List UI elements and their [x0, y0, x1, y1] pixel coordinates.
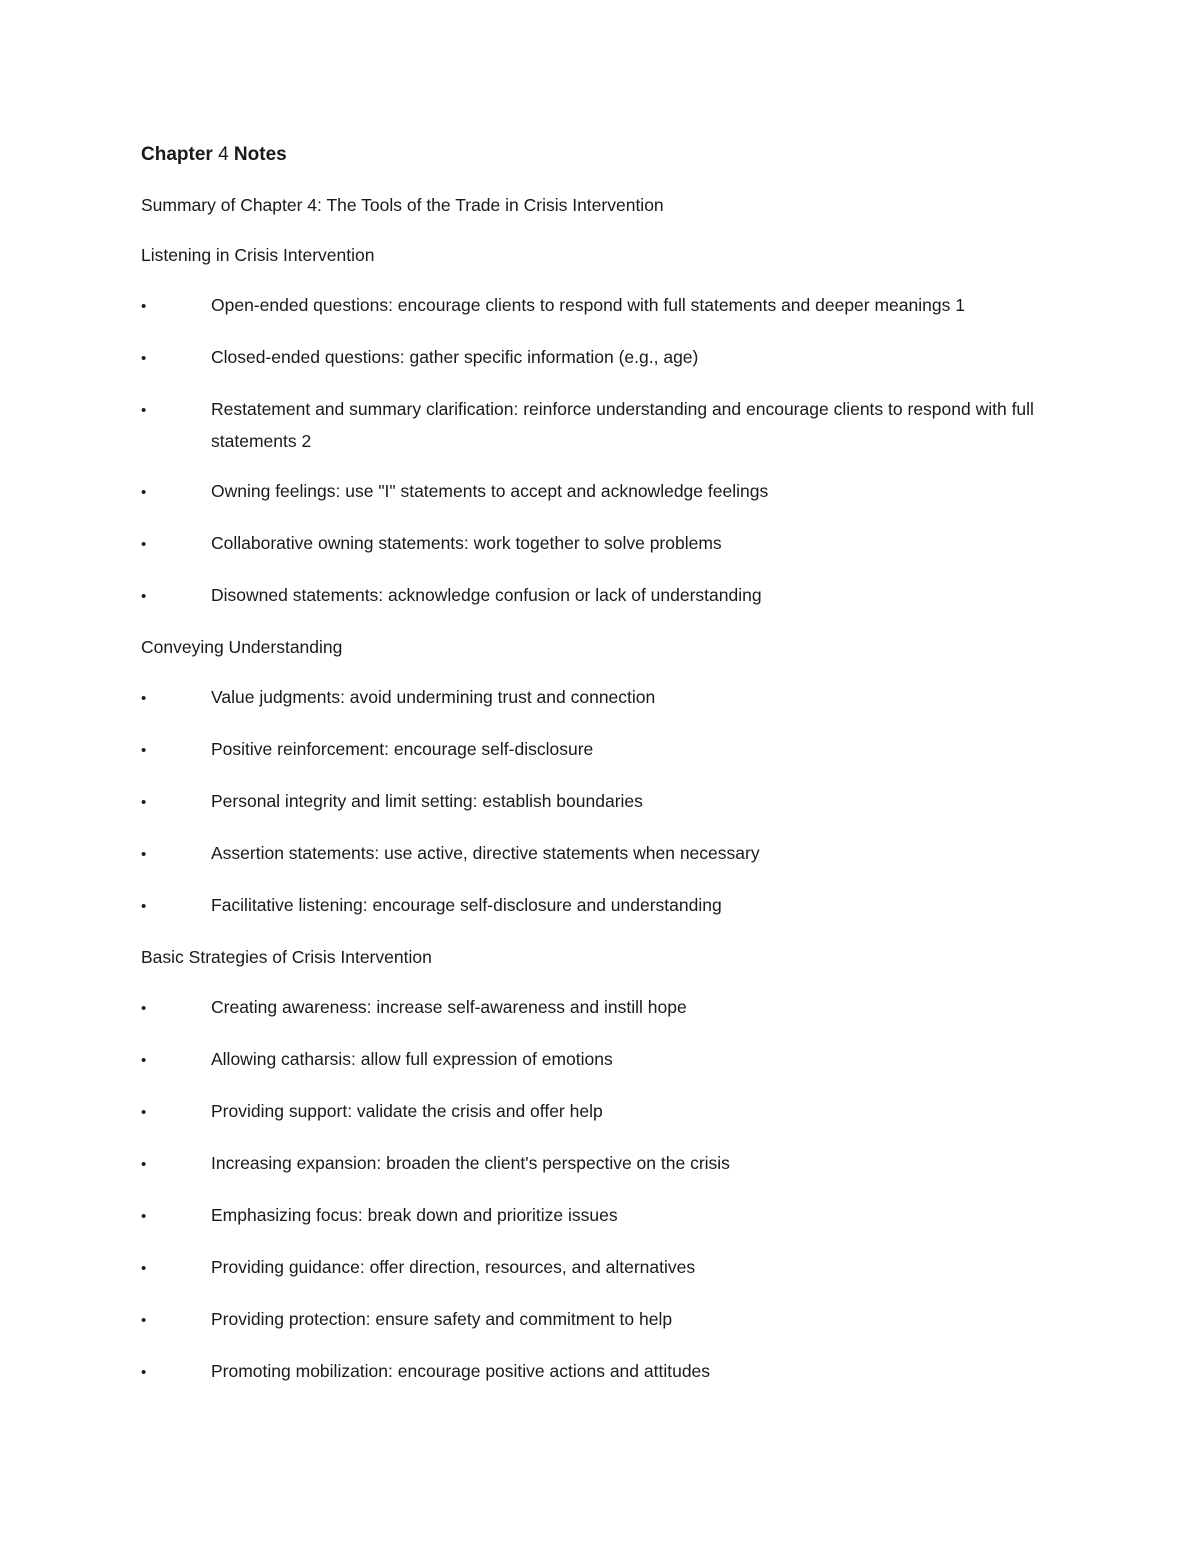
- list-item-text: Emphasizing focus: break down and prioritize issues: [211, 1205, 618, 1225]
- list-item: [141, 890, 1061, 922]
- list-item: [141, 682, 1061, 714]
- bullet-icon: •: [141, 1052, 147, 1069]
- list-item: [141, 838, 1061, 870]
- list-item-text: Assertion statements: use active, directive statements when necessary: [211, 843, 760, 863]
- document-body: [141, 140, 1061, 1388]
- list-item: [141, 528, 1061, 560]
- bullet-icon: •: [141, 1000, 147, 1017]
- bullet-icon: •: [141, 1260, 147, 1277]
- list-item-text: Promoting mobilization: encourage positive actions and attitudes: [211, 1361, 711, 1381]
- bullet-icon: •: [141, 846, 147, 863]
- list-item-text: Restatement and summary clarification: reinforce understanding and encourage clients to respond with full statements 2: [211, 399, 1034, 451]
- section-heading-conveying: Conveying Understanding: [141, 637, 343, 657]
- list-item: [141, 1252, 1061, 1284]
- section-heading-listening: Listening in Crisis Intervention: [141, 245, 375, 265]
- list-item-text: Closed-ended questions: gather specific information (e.g., age): [211, 347, 699, 367]
- list-item-text: Providing protection: ensure safety and commitment to help: [211, 1309, 673, 1329]
- list-item: [141, 342, 1061, 374]
- bullet-icon: •: [141, 588, 147, 605]
- bullet-icon: •: [141, 536, 147, 553]
- page-title: [141, 140, 1061, 170]
- bullet-icon: •: [141, 690, 147, 707]
- bullet-icon: •: [141, 1104, 147, 1121]
- bullet-icon: •: [141, 402, 147, 419]
- bullet-icon: •: [141, 298, 147, 315]
- list-item: [141, 1044, 1061, 1076]
- bullet-icon: •: [141, 742, 147, 759]
- list-item: [141, 992, 1061, 1024]
- list-item: [141, 580, 1061, 612]
- list-item-text: Increasing expansion: broaden the client's perspective on the crisis: [211, 1153, 730, 1173]
- title-chapter-number: 4: [218, 144, 229, 165]
- list-item: [141, 786, 1061, 818]
- list-item: [141, 1304, 1061, 1336]
- list-item-text: Collaborative owning statements: work together to solve problems: [211, 533, 722, 553]
- list-item: [141, 1356, 1061, 1388]
- list-item-text: Disowned statements: acknowledge confusion or lack of understanding: [211, 585, 762, 605]
- list-item-text: Providing support: validate the crisis and offer help: [211, 1101, 603, 1121]
- bullet-icon: •: [141, 1208, 147, 1225]
- list-item-text: Creating awareness: increase self-awareness and instill hope: [211, 997, 687, 1017]
- list-item-text: Owning feelings: use "I" statements to accept and acknowledge feelings: [211, 481, 769, 501]
- list-item-text: Personal integrity and limit setting: establish boundaries: [211, 791, 643, 811]
- bullet-icon: •: [141, 898, 147, 915]
- list-item: [141, 290, 1061, 322]
- list-item: [141, 476, 1061, 508]
- title-text-part1: Chapter: [141, 144, 219, 165]
- bullet-icon: •: [141, 1312, 147, 1329]
- list-item: [141, 1200, 1061, 1232]
- summary-line: Summary of Chapter 4: The Tools of the Trade in Crisis Intervention: [141, 195, 664, 215]
- list-item: [141, 1096, 1061, 1128]
- list-item-text: Providing guidance: offer direction, resources, and alternatives: [211, 1257, 696, 1277]
- list-item: [141, 1148, 1061, 1180]
- list-item-text: Value judgments: avoid undermining trust and connection: [211, 687, 656, 707]
- list-item-text: Allowing catharsis: allow full expression of emotions: [211, 1049, 613, 1069]
- list-item-text: Facilitative listening: encourage self-disclosure and understanding: [211, 895, 722, 915]
- bullet-icon: •: [141, 484, 147, 501]
- bullet-icon: •: [141, 350, 147, 367]
- section-heading-strategies: Basic Strategies of Crisis Intervention: [141, 947, 432, 967]
- bullet-icon: •: [141, 794, 147, 811]
- list-item-text: Open-ended questions: encourage clients to respond with full statements and deeper meanings 1: [211, 295, 965, 315]
- list-item: [141, 734, 1061, 766]
- bullet-icon: •: [141, 1364, 147, 1381]
- bullet-icon: •: [141, 1156, 147, 1173]
- list-item-text: Positive reinforcement: encourage self-disclosure: [211, 739, 594, 759]
- title-text-part2: Notes: [228, 144, 287, 165]
- list-item: [141, 394, 1061, 456]
